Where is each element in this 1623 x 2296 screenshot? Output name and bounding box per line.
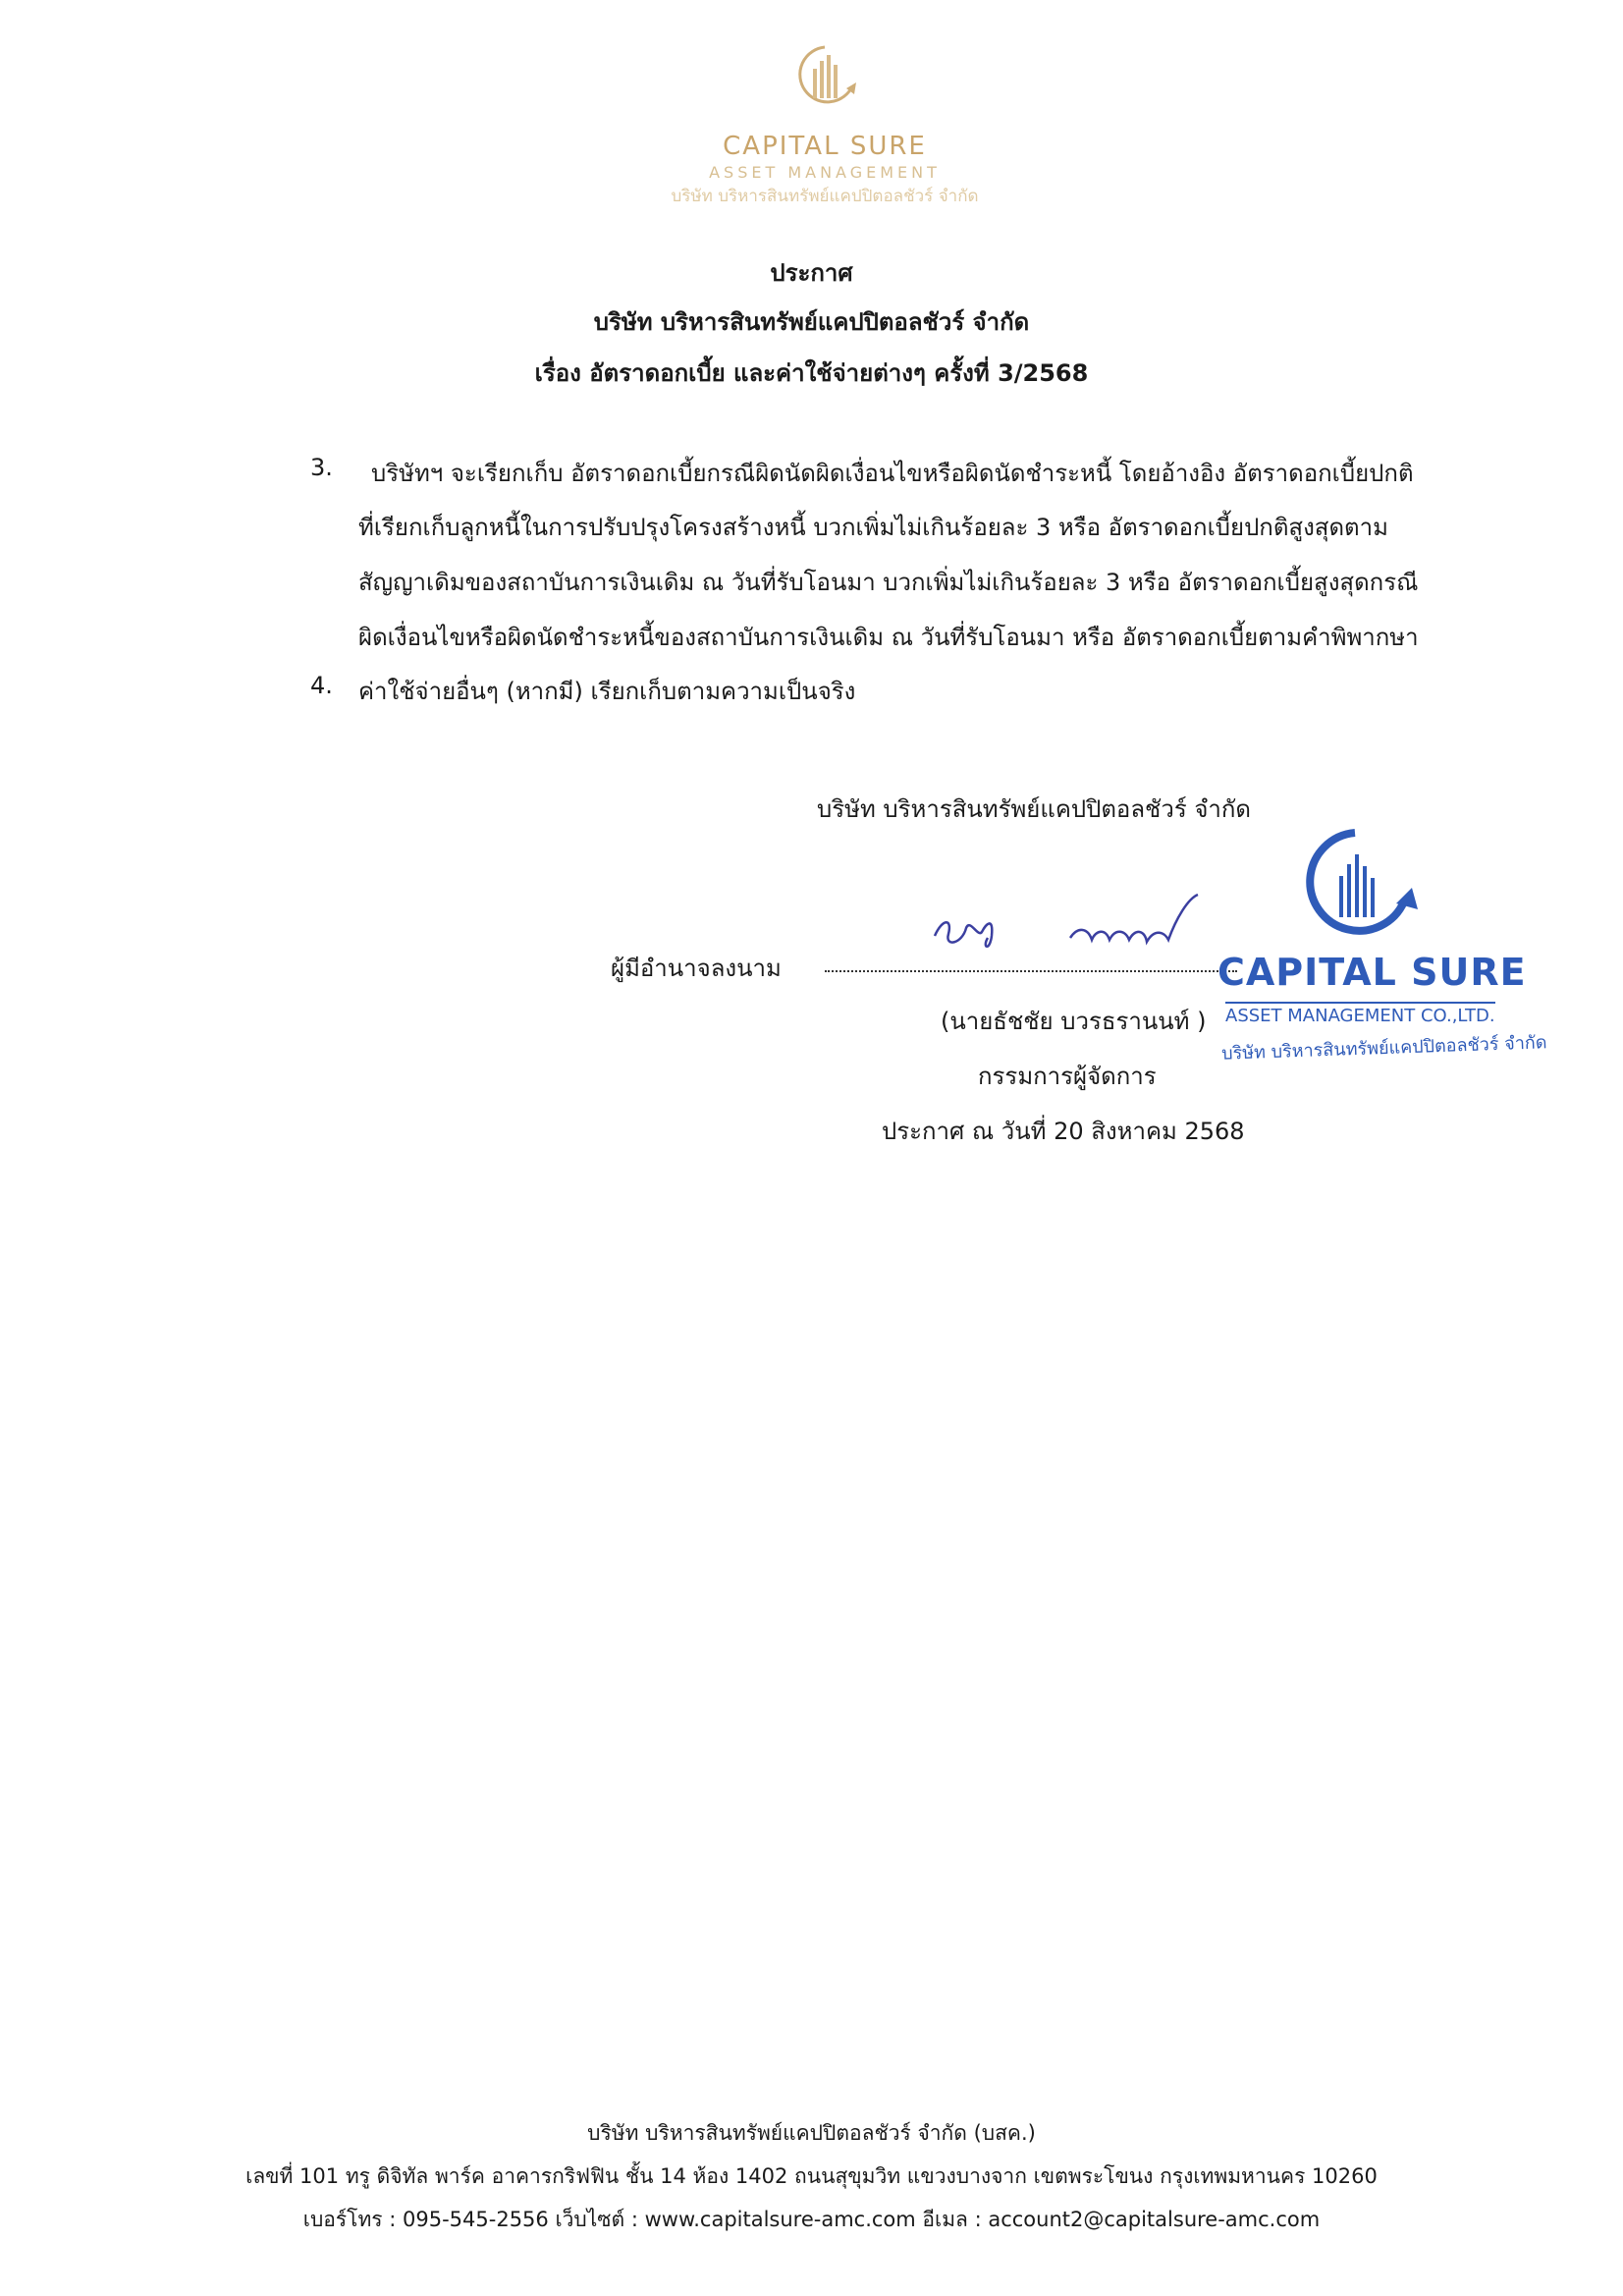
signature-company: บริษัท บริหารสินทรัพย์แคปปิตอลชัวร์ จำกัด — [817, 795, 1251, 823]
footer-company: บริษัท บริหารสินทรัพย์แคปปิตอลชัวร์ จำกัด (บสค.) — [587, 2121, 1036, 2145]
signer-title: กรรมการผู้จัดการ — [978, 1063, 1157, 1090]
subject-heading: เรื่อง อัตราดอกเบี้ย และค่าใช้จ่ายต่างๆ ครั้งที่ 3/2568 — [534, 359, 1089, 387]
company-heading: บริษัท บริหารสินทรัพย์แคปปิตอลชัวร์ จำกัด — [593, 308, 1030, 336]
item-number: 4. — [310, 672, 333, 699]
signer-name: (นายธัชชัย บวรธรานนท์ ) — [941, 1008, 1207, 1035]
paragraph-line: ที่เรียกเก็บลูกหนี้ในการปรับปรุงโครงสร้างหนี้ บวกเพิ่มไม่เกินร้อยละ 3 หรือ อัตราดอกเบี้ยปกติสูงสุดตาม — [358, 514, 1388, 541]
announcement-date: ประกาศ ณ วันที่ 20 สิงหาคม 2568 — [882, 1118, 1245, 1145]
logo-subtitle: ASSET MANAGEMENT — [709, 163, 941, 182]
signature-line — [825, 970, 1237, 972]
handwritten-signature — [923, 889, 1237, 967]
logo-company-name: CAPITAL SURE — [723, 132, 927, 161]
stamp-company-name: CAPITAL SURE — [1217, 951, 1527, 994]
stamp-subtitle: ASSET MANAGEMENT CO.,LTD. — [1225, 1002, 1495, 1026]
header-logo — [671, 39, 979, 216]
company-stamp — [1217, 825, 1547, 1080]
footer-address: เลขที่ 101 ทรู ดิจิทัล พาร์ค อาคารกริฟฟิน ชั้น 14 ห้อง 1402 ถนนสุขุมวิท แขวงบางจาก เขตพระโขนง กรุงเทพมหานคร 10260 — [245, 2164, 1378, 2188]
paragraph-line: สัญญาเดิมของสถาบันการเงินเดิม ณ วันที่รับโอนมา บวกเพิ่มไม่เกินร้อยละ 3 หรือ อัตราดอกเบี้ยสูงสุดกรณี — [358, 569, 1419, 596]
announcement-heading: ประกาศ — [770, 259, 853, 287]
paragraph-line: บริษัทฯ จะเรียกเก็บ อัตราดอกเบี้ยกรณีผิดนัดผิดเงื่อนไขหรือผิดนัดชำระหนี้ โดยอ้างอิง อัตราดอกเบี้ยปกติ — [371, 460, 1414, 487]
paragraph-line: ค่าใช้จ่ายอื่นๆ (หากมี) เรียกเก็บตามความเป็นจริง — [358, 678, 856, 705]
paragraph-line: ผิดเงื่อนไขหรือผิดนัดชำระหนี้ของสถาบันการเงินเดิม ณ วันที่รับโอนมา หรือ อัตราดอกเบี้ยตามคำพิพากษา — [358, 624, 1419, 651]
authorized-label: ผู้มีอำนาจลงนาม — [611, 955, 782, 982]
capital-sure-logo-icon — [791, 39, 860, 118]
logo-thai-name: บริษัท บริหารสินทรัพย์แคปปิตอลชัวร์ จำกัด — [671, 187, 979, 206]
footer-contact: เบอร์โทร : 095-545-2556 เว็บไซต์ : www.capitalsure-amc.com อีเมล : account2@capitalsure-amc.com — [302, 2208, 1321, 2231]
stamp-logo-icon — [1286, 825, 1434, 943]
item-number: 3. — [310, 454, 333, 481]
stamp-thai-name: บริษัท บริหารสินทรัพย์แคปปิตอลชัวร์ จำกัด — [1220, 1032, 1547, 1065]
